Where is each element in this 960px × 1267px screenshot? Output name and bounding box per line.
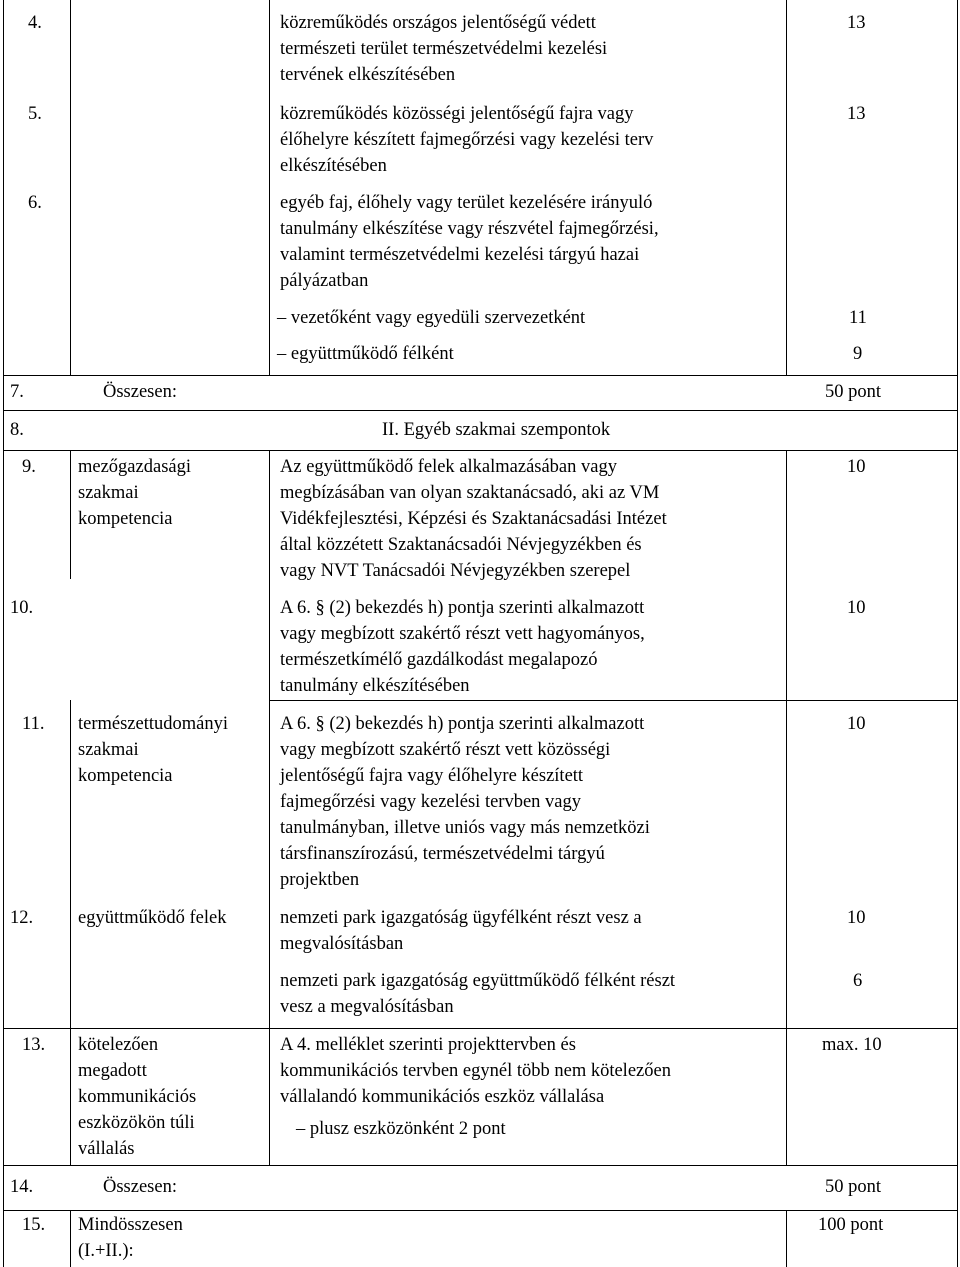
criterion-text: által közzétett Szaktanácsadói Névjegyzékben és bbox=[280, 535, 642, 555]
row-rule bbox=[3, 375, 958, 376]
row-rule bbox=[3, 410, 958, 411]
criterion-text: Az együttműködő felek alkalmazásában vagy bbox=[280, 457, 617, 477]
table-divider-num bbox=[70, 1210, 71, 1267]
row-number: 5. bbox=[28, 104, 42, 124]
category-label: szakmai bbox=[78, 483, 139, 503]
criterion-text: természeti terület természetvédelmi kezelési bbox=[280, 39, 608, 59]
criterion-text: élőhelyre készített fajmegőrzési vagy kezelési terv bbox=[280, 130, 654, 150]
criterion-text: elkészítésében bbox=[280, 156, 387, 176]
score: 13 bbox=[847, 13, 866, 33]
sub-criterion: – vezetőként vagy egyedüli szervezetként bbox=[277, 308, 586, 328]
score: 13 bbox=[847, 104, 866, 124]
category-label: kompetencia bbox=[78, 766, 173, 786]
table-border-right bbox=[957, 0, 958, 1267]
criterion-text: tervének elkészítésében bbox=[280, 65, 456, 85]
category-label: kötelezően bbox=[78, 1035, 159, 1055]
category-label: kompetencia bbox=[78, 509, 173, 529]
total-score: 50 pont bbox=[825, 1177, 882, 1197]
row-number: 11. bbox=[22, 714, 45, 734]
row-rule bbox=[3, 1028, 958, 1029]
category-label: kommunikációs bbox=[78, 1087, 197, 1107]
row-rule bbox=[3, 450, 958, 451]
table-divider-num bbox=[70, 0, 71, 375]
criterion-text: A 6. § (2) bekezdés h) pontja szerinti alkalmazott bbox=[280, 598, 645, 618]
category-label: Mindösszesen bbox=[78, 1215, 183, 1235]
score: 10 bbox=[847, 598, 866, 618]
score: max. 10 bbox=[822, 1035, 882, 1055]
table-divider-num bbox=[70, 700, 71, 1165]
criterion-text: projektben bbox=[280, 870, 360, 890]
score: 6 bbox=[853, 971, 863, 991]
criterion-text: nemzeti park igazgatóság együttműködő félként részt bbox=[280, 971, 676, 991]
table-divider-score bbox=[786, 0, 787, 375]
category-label: megadott bbox=[78, 1061, 147, 1081]
category-label: mezőgazdasági bbox=[78, 457, 191, 477]
criterion-text: jelentőségű fajra vagy élőhelyre készített bbox=[280, 766, 584, 786]
table-divider-num bbox=[70, 450, 71, 579]
score: 10 bbox=[847, 457, 866, 477]
score: 10 bbox=[847, 714, 866, 734]
table-border-left bbox=[3, 0, 4, 1267]
category-label: eszközökön túli bbox=[78, 1113, 195, 1133]
criterion-text: Vidékfejlesztési, Képzési és Szaktanácsadási Intézet bbox=[280, 509, 667, 529]
table-divider-desc bbox=[269, 0, 270, 375]
criterion-text: egyéb faj, élőhely vagy terület kezelésére irányuló bbox=[280, 193, 653, 213]
criterion-text: valamint természetvédelmi kezelési tárgyú hazai bbox=[280, 245, 640, 265]
sub-criterion: – együttműködő félként bbox=[277, 344, 454, 364]
criterion-text: tanulmány elkészítése vagy részvétel fajmegőrzési, bbox=[280, 219, 659, 239]
row-number: 12. bbox=[10, 908, 34, 928]
criterion-text: közreműködés közösségi jelentőségű fajra vagy bbox=[280, 104, 634, 124]
score: 10 bbox=[847, 908, 866, 928]
row-number: 4. bbox=[28, 13, 42, 33]
row-number: 13. bbox=[22, 1035, 46, 1055]
row-number: 7. bbox=[10, 382, 24, 402]
score: 11 bbox=[849, 308, 867, 328]
row-number: 10. bbox=[10, 598, 34, 618]
section-heading: II. Egyéb szakmai szempontok bbox=[382, 420, 611, 440]
category-label: szakmai bbox=[78, 740, 139, 760]
criterion-text: tanulmányban, illetve uniós vagy más nemzetközi bbox=[280, 818, 650, 838]
criterion-text: tanulmány elkészítésében bbox=[280, 676, 470, 696]
criterion-text: fajmegőrzési vagy kezelési tervben vagy bbox=[280, 792, 582, 812]
row-number: 8. bbox=[10, 420, 24, 440]
category-label: (I.+II.): bbox=[78, 1241, 134, 1261]
row-number: 9. bbox=[22, 457, 36, 477]
criterion-text: vagy megbízott szakértő részt vett közösségi bbox=[280, 740, 611, 760]
category-label: együttműködő felek bbox=[78, 908, 227, 928]
category-label: vállalás bbox=[78, 1139, 135, 1159]
sub-criterion: – plusz eszközönként 2 pont bbox=[296, 1119, 506, 1139]
row-number: 14. bbox=[10, 1177, 34, 1197]
criterion-text: vesz a megvalósításban bbox=[280, 997, 454, 1017]
criterion-text: nemzeti park igazgatóság ügyfélként részt vesz a bbox=[280, 908, 642, 928]
criterion-text: vagy megbízott szakértő részt vett hagyományos, bbox=[280, 624, 645, 644]
row-number: 6. bbox=[28, 193, 42, 213]
total-score: 50 pont bbox=[825, 382, 882, 402]
total-label: Összesen: bbox=[103, 382, 177, 402]
table-divider-score bbox=[786, 1210, 787, 1267]
criterion-text: A 6. § (2) bekezdés h) pontja szerinti alkalmazott bbox=[280, 714, 645, 734]
criterion-text: társfinanszírozású, természetvédelmi tárgyú bbox=[280, 844, 605, 864]
table-divider-desc bbox=[269, 450, 270, 1165]
criterion-text: természetkímélő gazdálkodást megalapozó bbox=[280, 650, 598, 670]
criterion-text: kommunikációs tervben egynél több nem kötelezően bbox=[280, 1061, 671, 1081]
criterion-text: közreműködés országos jelentőségű védett bbox=[280, 13, 596, 33]
row-rule bbox=[3, 1165, 958, 1166]
row-number: 15. bbox=[22, 1215, 46, 1235]
row-rule bbox=[3, 1210, 958, 1211]
score: 9 bbox=[853, 344, 863, 364]
category-label: természettudományi bbox=[78, 714, 229, 734]
criterion-text: vagy NVT Tanácsadói Névjegyzékben szerepel bbox=[280, 561, 631, 581]
table-divider-score bbox=[786, 450, 787, 1165]
criterion-text: megvalósításban bbox=[280, 934, 404, 954]
criterion-text: pályázatban bbox=[280, 271, 369, 291]
total-label: Összesen: bbox=[103, 1177, 177, 1197]
criterion-text: A 4. melléklet szerinti projekttervben és bbox=[280, 1035, 576, 1055]
criterion-text: megbízásában van olyan szaktanácsadó, aki az VM bbox=[280, 483, 660, 503]
row-rule bbox=[270, 700, 958, 701]
grand-total-score: 100 pont bbox=[818, 1215, 884, 1235]
criterion-text: vállalandó kommunikációs eszköz vállalása bbox=[280, 1087, 605, 1107]
